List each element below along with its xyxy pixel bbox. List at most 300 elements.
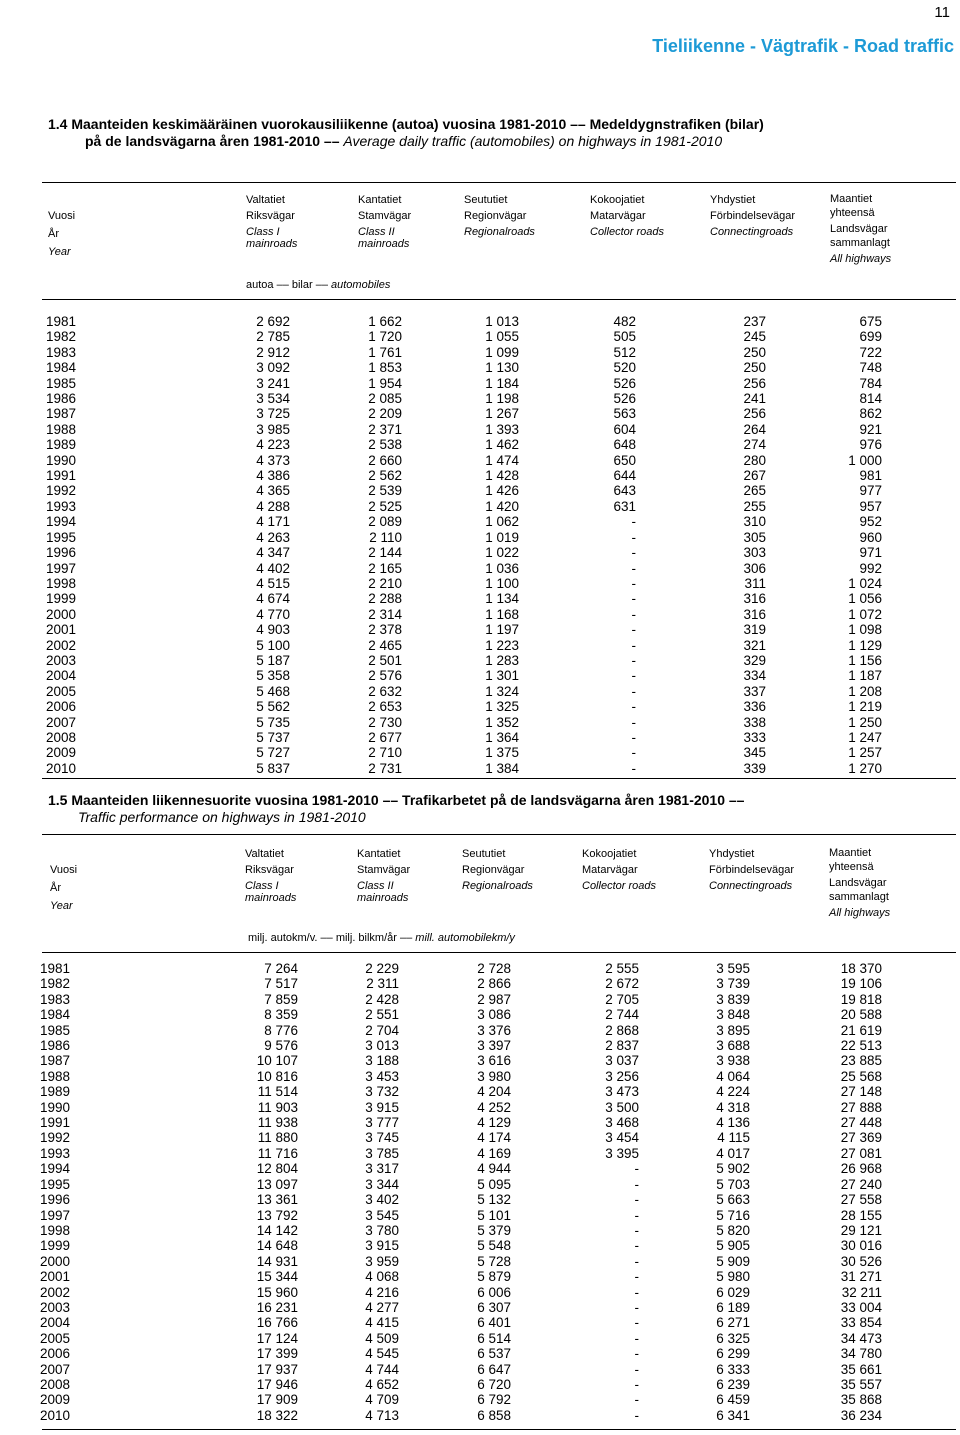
col-header-sv: Stamvägar (358, 210, 412, 222)
value-cell: 27 369 (840, 1130, 882, 1146)
row-margin (882, 514, 960, 529)
year-cell: 2006 (46, 699, 77, 715)
table-row (0, 1192, 960, 1207)
row-margin (0, 1146, 40, 1161)
col-header-collector (590, 192, 664, 240)
row-margin (0, 1269, 40, 1284)
value-cell: - (631, 652, 636, 668)
value-cell: 3 915 (365, 1238, 399, 1254)
value-cell: 2 525 (368, 498, 402, 514)
value-cell: 34 780 (840, 1346, 882, 1362)
table-row (0, 607, 960, 622)
value-cell: 4 174 (477, 1130, 511, 1146)
table-row (0, 1069, 960, 1084)
row-margin (882, 976, 960, 991)
row-margin (0, 761, 46, 776)
year-header-en: Year (50, 900, 73, 912)
row-margin (882, 1269, 960, 1284)
value-cell: 1 098 (848, 622, 882, 638)
value-cell: 3 454 (605, 1130, 639, 1146)
table-row (0, 591, 960, 606)
value-cell: 2 555 (605, 961, 639, 976)
year-cell: 2007 (40, 1361, 71, 1377)
row-margin (0, 329, 46, 344)
col-header-class1 (245, 846, 296, 906)
col-header-sv2: sammanlagt (829, 891, 889, 903)
value-cell: 6 189 (716, 1299, 750, 1315)
year-cell: 1981 (46, 314, 77, 329)
value-cell: 4 223 (256, 437, 290, 453)
table-row (0, 1115, 960, 1130)
row-margin (0, 499, 46, 514)
value-cell: 1 301 (485, 668, 519, 684)
unit-text-en: mill. automobilekm/y (415, 932, 515, 944)
value-cell: 5 132 (477, 1192, 511, 1208)
col-header-en: All highways (829, 907, 891, 919)
table-row (0, 1084, 960, 1099)
value-cell: 2 660 (368, 452, 402, 468)
value-cell: 4 709 (365, 1392, 399, 1408)
value-cell: 267 (743, 468, 766, 484)
value-cell: 35 868 (840, 1392, 882, 1408)
value-cell: 34 473 (840, 1330, 882, 1346)
value-cell: 4 713 (365, 1407, 399, 1423)
value-cell: 14 648 (256, 1238, 298, 1254)
value-cell: 2 576 (368, 668, 402, 684)
value-cell: 675 (859, 314, 882, 329)
value-cell: 604 (613, 421, 636, 437)
row-margin (0, 576, 46, 591)
value-cell: 6 006 (477, 1284, 511, 1300)
value-cell: 3 037 (605, 1053, 639, 1069)
value-cell: 7 517 (264, 976, 298, 992)
table-row (0, 1285, 960, 1300)
col-header-sv: Landsvägar (829, 877, 887, 889)
year-cell: 1987 (46, 406, 77, 422)
col-header-fi: Valtatiet (245, 848, 284, 860)
table-1-4-title-line2: på de landsvägarna åren 1981-2010 –– (85, 133, 344, 149)
value-cell: 3 959 (365, 1253, 399, 1269)
year-cell: 1992 (40, 1130, 71, 1146)
value-cell: 5 909 (716, 1253, 750, 1269)
value-cell: 3 395 (605, 1145, 639, 1161)
year-cell: 2004 (46, 668, 77, 684)
table-row (0, 1038, 960, 1053)
value-cell: 5 716 (716, 1207, 750, 1223)
year-cell: 2005 (46, 683, 77, 699)
table-1-5-title-line1: Maanteiden liikennesuorite vuosina 1981-2010 –– Trafikarbetet på de landsvägarna åren 1981-2010 –– (71, 792, 745, 808)
value-cell: 2 837 (605, 1038, 639, 1054)
col-header-sv: Regionvägar (462, 864, 525, 876)
table-row (0, 1254, 960, 1269)
row-margin (0, 653, 46, 668)
year-header (50, 862, 77, 914)
value-cell: 27 448 (840, 1115, 882, 1131)
col-header-all (830, 192, 891, 266)
row-margin (882, 1285, 960, 1300)
value-cell: - (631, 560, 636, 576)
row-margin (0, 1362, 40, 1377)
year-cell: 2000 (40, 1253, 71, 1269)
table-1-4-title-english: Average daily traffic (automobiles) on highways in 1981-2010 (343, 133, 723, 149)
value-cell: 3 534 (256, 391, 290, 407)
value-cell: 250 (743, 360, 766, 376)
value-cell: 699 (859, 329, 882, 345)
value-cell: 5 902 (716, 1161, 750, 1177)
table-row (0, 1269, 960, 1284)
value-cell: 3 732 (365, 1084, 399, 1100)
value-cell: 952 (859, 514, 882, 530)
row-margin (882, 591, 960, 606)
year-cell: 2009 (46, 745, 77, 761)
col-header-en: All highways (830, 253, 892, 265)
unit-text: autoa –– bilar –– (246, 279, 332, 291)
year-cell: 1981 (40, 961, 71, 976)
year-cell: 1999 (40, 1238, 71, 1254)
row-margin (0, 684, 46, 699)
row-margin (0, 453, 46, 468)
value-cell: 265 (743, 483, 766, 499)
value-cell: 4 064 (716, 1068, 750, 1084)
row-margin (0, 1115, 40, 1130)
value-cell: 27 888 (840, 1099, 882, 1115)
row-margin (0, 1069, 40, 1084)
row-margin (0, 561, 46, 576)
row-margin (882, 1161, 960, 1176)
table-row (0, 468, 960, 483)
value-cell: - (634, 1376, 639, 1392)
value-cell: 256 (743, 375, 766, 391)
value-cell: 1 270 (848, 760, 882, 776)
year-cell: 1991 (40, 1115, 71, 1131)
value-cell: 321 (743, 637, 766, 653)
value-cell: 5 737 (256, 729, 290, 745)
value-cell: 644 (613, 468, 636, 484)
value-cell: 30 526 (840, 1253, 882, 1269)
value-cell: 11 716 (257, 1145, 298, 1161)
table-row (0, 360, 960, 375)
value-cell: 2 785 (256, 329, 290, 345)
value-cell: 1 056 (848, 591, 882, 607)
table-row (0, 684, 960, 699)
year-header-en: Year (48, 246, 71, 258)
value-cell: 4 204 (477, 1084, 511, 1100)
value-cell: 5 095 (477, 1176, 511, 1192)
row-margin (0, 976, 40, 991)
value-cell: 4 509 (365, 1330, 399, 1346)
row-margin (0, 391, 46, 406)
value-cell: 5 468 (256, 683, 290, 699)
row-margin (882, 1084, 960, 1099)
col-header-en: Class II (358, 226, 395, 238)
value-cell: 4 415 (365, 1315, 399, 1331)
col-header-fi2: yhteensä (830, 207, 875, 219)
value-cell: 4 944 (477, 1161, 511, 1177)
value-cell: - (634, 1161, 639, 1177)
col-header-fi: Kantatiet (357, 848, 401, 860)
value-cell: 2 428 (365, 991, 399, 1007)
row-margin (882, 745, 960, 760)
value-cell: 33 004 (840, 1299, 882, 1315)
year-cell: 1988 (40, 1068, 71, 1084)
row-margin (0, 360, 46, 375)
value-cell: 992 (859, 560, 882, 576)
row-margin (882, 761, 960, 776)
year-cell: 2006 (40, 1346, 71, 1362)
value-cell: 9 576 (264, 1038, 298, 1054)
table-row (0, 437, 960, 452)
value-cell: 250 (743, 344, 766, 360)
row-margin (0, 406, 46, 421)
col-header-fi: Yhdystiet (709, 848, 755, 860)
value-cell: 18 322 (256, 1407, 298, 1423)
value-cell: 3 344 (365, 1176, 399, 1192)
row-margin (0, 468, 46, 483)
value-cell: 2 912 (256, 344, 290, 360)
value-cell: 5 727 (256, 745, 290, 761)
year-cell: 1996 (46, 545, 77, 561)
value-cell: 3 402 (365, 1192, 399, 1208)
row-margin (882, 1315, 960, 1330)
value-cell: 1 324 (485, 683, 519, 699)
value-cell: 4 169 (477, 1145, 511, 1161)
table-row (0, 992, 960, 1007)
value-cell: 2 501 (368, 652, 402, 668)
col-header-class2 (357, 846, 410, 906)
value-cell: 1 036 (485, 560, 519, 576)
value-cell: 631 (613, 498, 636, 514)
col-header-fi: Seututiet (464, 194, 508, 206)
table-row (0, 1377, 960, 1392)
row-margin (0, 1192, 40, 1207)
table-1-4-header-rule (42, 299, 956, 300)
row-margin (0, 1315, 40, 1330)
value-cell: - (631, 606, 636, 622)
value-cell: - (634, 1392, 639, 1408)
value-cell: 316 (743, 606, 766, 622)
value-cell: 2 868 (605, 1022, 639, 1038)
table-row (0, 453, 960, 468)
value-cell: 4 515 (256, 575, 290, 591)
year-cell: 1993 (46, 498, 77, 514)
value-cell: 1 223 (485, 637, 519, 653)
col-header-fi: Seututiet (462, 848, 506, 860)
value-cell: 4 288 (256, 498, 290, 514)
col-header-sv: Regionvägar (464, 210, 527, 222)
year-cell: 2003 (46, 652, 77, 668)
value-cell: 3 725 (256, 406, 290, 422)
value-cell: 2 110 (369, 529, 402, 545)
row-margin (0, 622, 46, 637)
row-margin (0, 1084, 40, 1099)
table-row (0, 1408, 960, 1423)
value-cell: 784 (859, 375, 882, 391)
table-row (0, 1238, 960, 1253)
value-cell: 29 121 (840, 1222, 882, 1238)
value-cell: 3 785 (365, 1145, 399, 1161)
table-1-5-unit (248, 932, 515, 944)
value-cell: 11 514 (257, 1084, 298, 1100)
year-cell: 2010 (46, 760, 77, 776)
value-cell: 2 672 (605, 976, 639, 992)
value-cell: 4 386 (256, 468, 290, 484)
row-margin (0, 591, 46, 606)
value-cell: 1 720 (368, 329, 402, 345)
table-row (0, 699, 960, 714)
value-cell: 563 (613, 406, 636, 422)
table-row (0, 1300, 960, 1315)
value-cell: 5 980 (716, 1269, 750, 1285)
year-cell: 1993 (40, 1145, 71, 1161)
row-margin (0, 961, 40, 976)
value-cell: 6 307 (477, 1299, 511, 1315)
value-cell: 1 013 (485, 314, 519, 329)
table-row (0, 499, 960, 514)
year-header-sv: År (50, 882, 61, 894)
value-cell: 17 124 (256, 1330, 298, 1346)
value-cell: 1 208 (848, 683, 882, 699)
value-cell: 976 (859, 437, 882, 453)
value-cell: 5 879 (477, 1269, 511, 1285)
value-cell: 311 (744, 575, 766, 591)
value-cell: 6 537 (477, 1346, 511, 1362)
row-margin (0, 1053, 40, 1068)
year-cell: 1982 (40, 976, 71, 992)
value-cell: 2 704 (365, 1022, 399, 1038)
value-cell: 3 188 (365, 1053, 399, 1069)
value-cell: 14 142 (256, 1222, 298, 1238)
value-cell: 6 858 (477, 1407, 511, 1423)
value-cell: - (631, 760, 636, 776)
year-cell: 1991 (46, 468, 77, 484)
table-row (0, 530, 960, 545)
table-row (0, 1177, 960, 1192)
value-cell: 16 766 (256, 1315, 298, 1331)
value-cell: 329 (743, 652, 766, 668)
row-margin (882, 360, 960, 375)
value-cell: 2 089 (368, 514, 402, 530)
value-cell: 336 (743, 699, 766, 715)
table-row (0, 745, 960, 760)
value-cell: - (634, 1238, 639, 1254)
row-margin (882, 1192, 960, 1207)
value-cell: 977 (859, 483, 882, 499)
row-margin (0, 638, 46, 653)
row-margin (882, 376, 960, 391)
table-row (0, 638, 960, 653)
row-margin (882, 391, 960, 406)
table-1-4 (0, 314, 960, 776)
value-cell: 5 728 (477, 1253, 511, 1269)
value-cell: 3 086 (477, 1007, 511, 1023)
value-cell: - (631, 529, 636, 545)
value-cell: 4 652 (365, 1376, 399, 1392)
value-cell: 6 341 (716, 1407, 750, 1423)
table-1-5-caption (48, 792, 744, 826)
row-margin (882, 1300, 960, 1315)
year-cell: 2008 (46, 729, 77, 745)
year-cell: 1990 (40, 1099, 71, 1115)
value-cell: 2 728 (477, 961, 511, 976)
value-cell: 18 370 (840, 961, 882, 976)
table-1-5-title-english: Traffic performance on highways in 1981-2010 (78, 809, 366, 825)
row-margin (882, 453, 960, 468)
value-cell: - (634, 1299, 639, 1315)
table-row (0, 761, 960, 776)
table-row (0, 1315, 960, 1330)
row-margin (882, 1331, 960, 1346)
col-header-fi: Kokoojatiet (590, 194, 645, 206)
value-cell: 6 333 (716, 1361, 750, 1377)
value-cell: 4 770 (256, 606, 290, 622)
row-margin (0, 745, 46, 760)
value-cell: 3 468 (605, 1115, 639, 1131)
value-cell: 17 399 (256, 1346, 298, 1362)
year-cell: 1999 (46, 591, 77, 607)
value-cell: 1 462 (485, 437, 519, 453)
row-margin (882, 1408, 960, 1423)
year-cell: 1994 (46, 514, 77, 530)
row-margin (882, 1377, 960, 1392)
value-cell: 11 938 (257, 1115, 298, 1131)
row-margin (882, 406, 960, 421)
value-cell: 333 (743, 729, 766, 745)
table-row (0, 422, 960, 437)
value-cell: 4 136 (716, 1115, 750, 1131)
value-cell: 6 239 (716, 1376, 750, 1392)
value-cell: 2 539 (368, 483, 402, 499)
value-cell: 650 (613, 452, 636, 468)
value-cell: 6 514 (477, 1330, 511, 1346)
table-row (0, 406, 960, 421)
year-cell: 2008 (40, 1376, 71, 1392)
row-margin (0, 314, 46, 329)
table-1-5-bottom-rule (42, 1429, 956, 1430)
col-header-fi: Yhdystiet (710, 194, 756, 206)
col-header-en: Class I (246, 226, 280, 238)
row-margin (0, 1408, 40, 1423)
row-margin (882, 1392, 960, 1407)
value-cell: 13 097 (256, 1176, 298, 1192)
col-header-en2: mainroads (357, 892, 409, 904)
value-cell: 1 474 (485, 452, 519, 468)
value-cell: 2 677 (368, 729, 402, 745)
table-row (0, 314, 960, 329)
row-margin (882, 468, 960, 483)
value-cell: 4 017 (716, 1145, 750, 1161)
value-cell: 26 968 (840, 1161, 882, 1177)
row-margin (882, 1362, 960, 1377)
year-cell: 1995 (40, 1176, 71, 1192)
row-margin (0, 1038, 40, 1053)
row-margin (882, 715, 960, 730)
col-header-sv: Matarvägar (590, 210, 646, 222)
value-cell: 16 231 (256, 1299, 298, 1315)
row-margin (882, 684, 960, 699)
value-cell: 1 187 (848, 668, 882, 684)
value-cell: 27 240 (840, 1176, 882, 1192)
year-cell: 1997 (40, 1207, 71, 1223)
value-cell: 648 (613, 437, 636, 453)
value-cell: 255 (743, 498, 766, 514)
table-row (0, 1007, 960, 1022)
row-margin (0, 607, 46, 622)
table-row (0, 1331, 960, 1346)
value-cell: 3 092 (256, 360, 290, 376)
value-cell: 5 905 (716, 1238, 750, 1254)
col-header-regional (462, 846, 533, 894)
value-cell: 5 548 (477, 1238, 511, 1254)
